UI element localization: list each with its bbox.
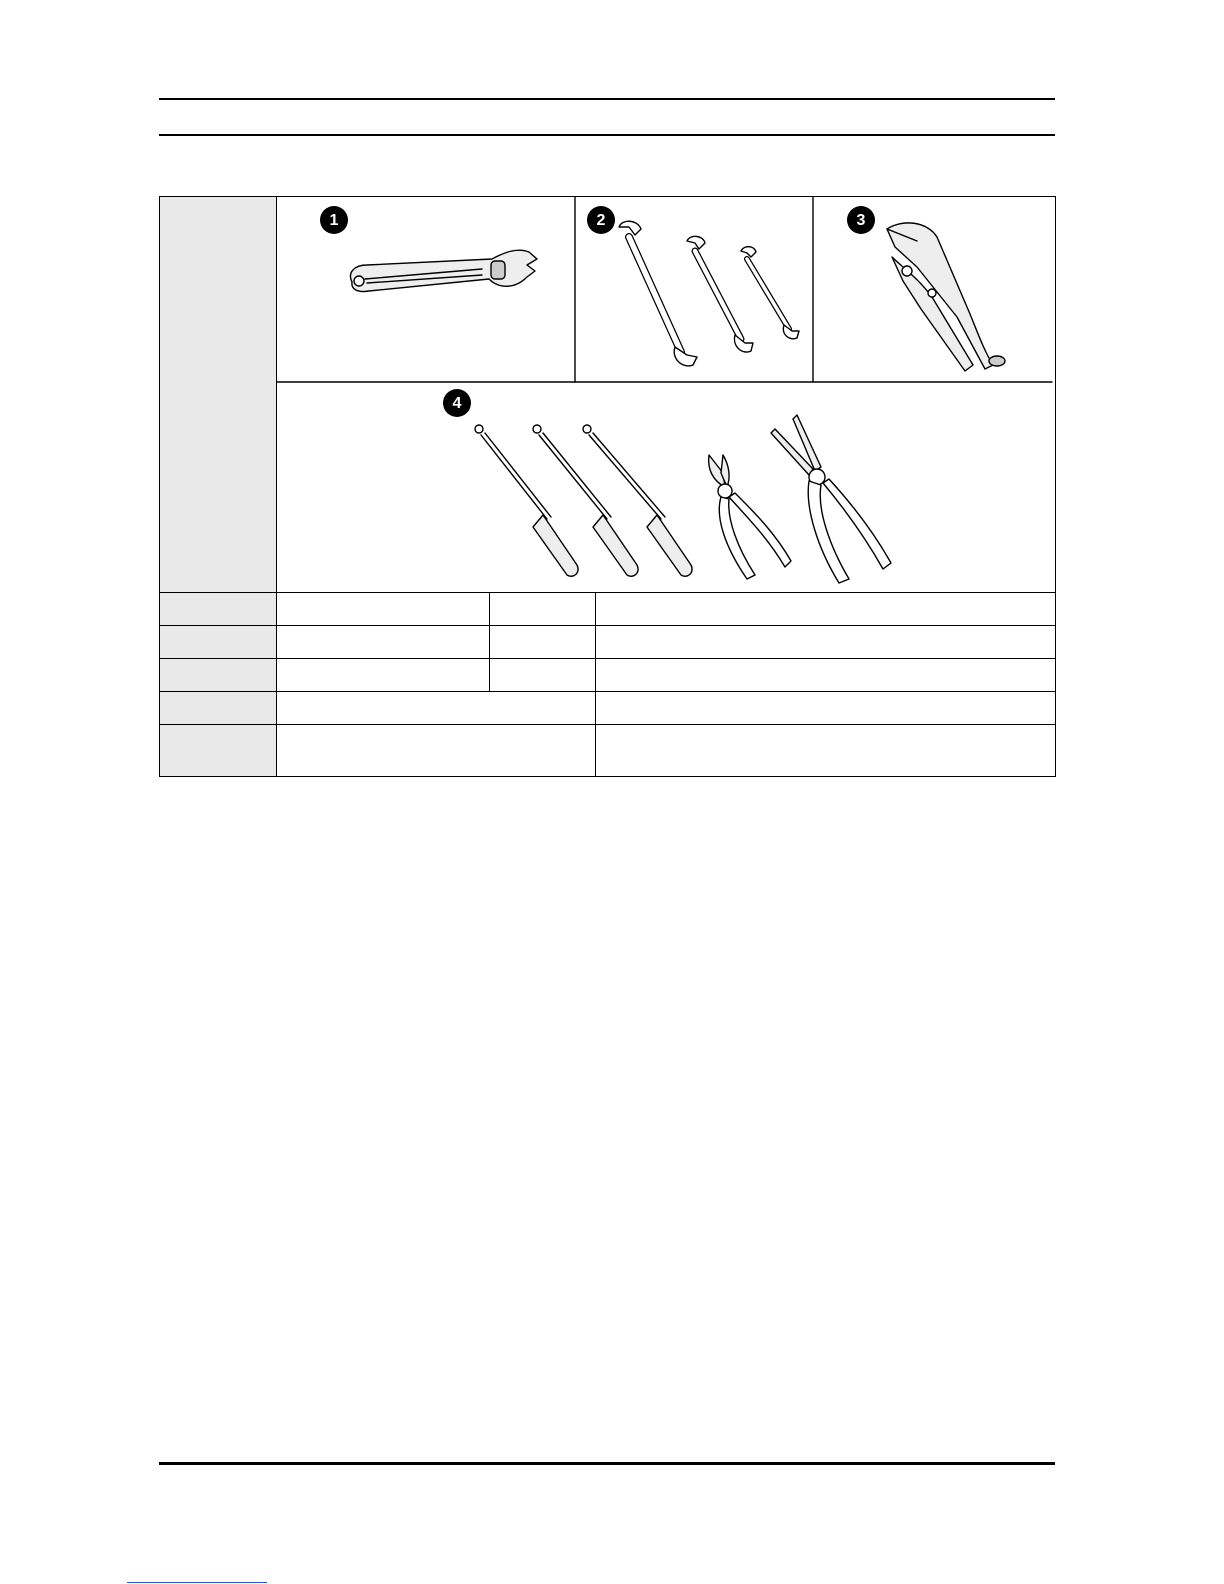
- svg-text:3: 3: [856, 212, 866, 229]
- row-cell: [277, 659, 490, 692]
- locking-pliers-icon: [887, 223, 1005, 371]
- diagonal-cutter-icon: [709, 455, 791, 579]
- row-cell: [596, 593, 1056, 626]
- svg-text:1: 1: [329, 212, 339, 229]
- callout-3: [847, 206, 875, 234]
- callout-4: [443, 389, 471, 417]
- row-label: [160, 692, 277, 725]
- tools-table: [159, 196, 1056, 777]
- row-cell: [277, 626, 490, 659]
- row-cell: [277, 692, 596, 725]
- tools-illustration-cell: [277, 197, 1056, 593]
- header-rule-bottom: [159, 134, 1055, 136]
- table-row: [160, 659, 1056, 692]
- row-cell: [277, 725, 596, 777]
- footer-rule: [159, 1462, 1055, 1465]
- open-end-wrench-set-icon: [619, 221, 799, 366]
- row-cell: [596, 659, 1056, 692]
- adjustable-wrench-icon: [350, 250, 537, 291]
- row-label: [160, 725, 277, 777]
- row-cell: [277, 593, 490, 626]
- svg-text:4: 4: [452, 395, 462, 412]
- table-row: [160, 725, 1056, 777]
- row-label: [160, 626, 277, 659]
- callout-2: [587, 206, 615, 234]
- footer-link-underline[interactable]: [127, 1582, 267, 1583]
- row-cell: [596, 626, 1056, 659]
- tools-illustration: [277, 197, 1055, 592]
- row-label: [160, 659, 277, 692]
- row-cell: [490, 593, 596, 626]
- tools-row-header: [160, 197, 277, 593]
- row-cell: [596, 725, 1056, 777]
- row-cell: [490, 626, 596, 659]
- row-cell: [596, 692, 1056, 725]
- row-label: [160, 593, 277, 626]
- svg-text:2: 2: [596, 212, 606, 229]
- callout-1: [320, 206, 348, 234]
- table-row: [160, 593, 1056, 626]
- screwdriver-set-icon: [475, 425, 692, 576]
- table-row: [160, 692, 1056, 725]
- header-rule-top: [159, 98, 1055, 100]
- row-cell: [490, 659, 596, 692]
- table-row: [160, 626, 1056, 659]
